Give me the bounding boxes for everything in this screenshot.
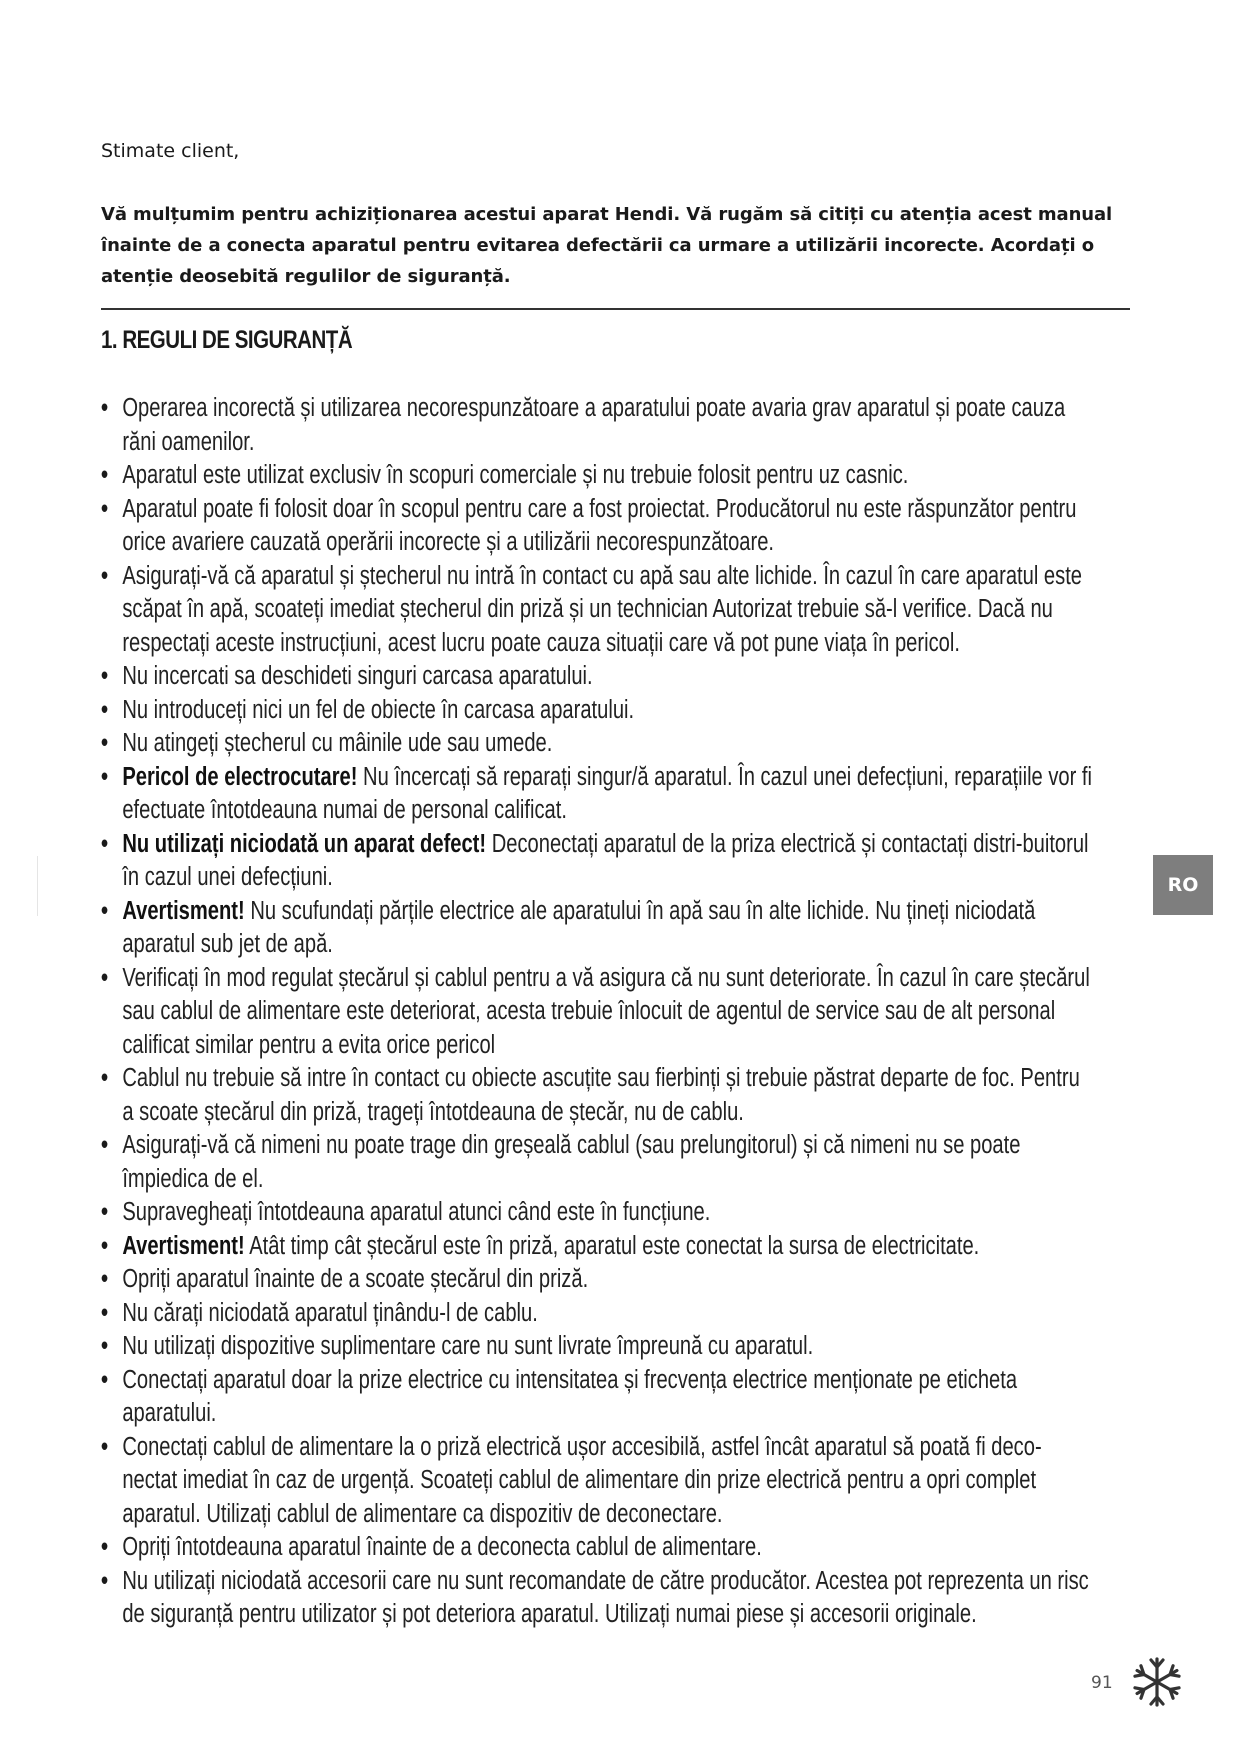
bullet-text: Deconectați aparatul de la priza electrică și contactați distri-buitorul în cazul unei defecțiuni. <box>122 829 1089 891</box>
bullet-text: Nu incercati sa deschideti singuri carcasa aparatului. <box>122 662 593 690</box>
bullet-icon: • <box>101 494 109 523</box>
list-item <box>101 727 1096 761</box>
list-item <box>101 459 1096 493</box>
bullet-text: Nu utilizați niciodată accesorii care nu sunt recomandate de către producător. Acestea pot reprezenta un risc de siguranță pentru utilizator și pot deteriora aparatul. Utilizați numai piese și accesorii originale. <box>122 1566 1089 1628</box>
bullet-text: Aparatul poate fi folosit doar în scopul pentru care a fost proiectat. Producătorul nu este răspunzător pentru orice avariere cauzată operării incorecte și a utilizării necorespunzătoare. <box>122 494 1077 556</box>
bullet-icon: • <box>101 561 109 590</box>
list-item <box>101 1431 1096 1532</box>
bullet-icon: • <box>101 695 109 724</box>
bullet-text: Atât timp cât ștecărul este în priză, aparatul este conectat la sursa de electricitate. <box>244 1231 980 1260</box>
list-item <box>101 1330 1096 1364</box>
intro-paragraph: Vă mulțumim pentru achiziționarea acestui aparat Hendi. Vă rugăm să citiți cu atenția acest manual înainte de a conecta aparatul pentru evitarea defectării ca urmare a utilizării incorecte. Acordați o atenție deosebită regulilor de siguranță. <box>101 204 1113 287</box>
section-title: 1. REGULI DE SIGURANȚĂ <box>101 326 353 354</box>
snowflake-icon <box>1131 1656 1183 1708</box>
list-item <box>101 962 1096 1063</box>
bullet-text: Verificați în mod regulat ștecărul și cablul pentru a vă asigura că nu sunt deteriorate. În cazul în care ștecărul sau cablul de alimentare este deteriorat, acesta trebuie înlocuit de agentul de service sau de alt personal calificat similar pentru a evita orice pericol <box>122 963 1090 1059</box>
list-item <box>101 895 1096 962</box>
bullet-text: Opriți întotdeauna aparatul înainte de a deconecta cablul de alimentare. <box>122 1533 762 1561</box>
bullet-icon: • <box>101 394 109 422</box>
bullet-emphasis: Pericol de electrocutare! <box>122 762 358 791</box>
bullet-text: Supravegheați întotdeauna aparatul atunci când este în funcțiune. <box>122 1198 711 1226</box>
safety-rules-list <box>101 392 1096 1632</box>
bullet-text: Conectați cablul de alimentare la o priză electrică ușor accesibilă, astfel încât aparatul să poată fi deco-nectat imediat în caz de urgență. Scoateți cablul de alimentare din prize electrică pentru a opri complet aparatul. Utilizați cablul de alimentare ca dispozitiv de deconectare. <box>122 1432 1042 1528</box>
list-item <box>101 1129 1096 1196</box>
bullet-icon: • <box>101 762 109 791</box>
list-item <box>101 828 1096 895</box>
bullet-icon: • <box>101 662 109 690</box>
bullet-text: Operarea incorectă și utilizarea necorespunzătoare a aparatului poate avaria grav aparatul și poate cauza răni oamenilor. <box>122 394 1066 456</box>
bullet-icon: • <box>101 461 109 489</box>
bullet-text: Opriți aparatul înainte de a scoate ștecărul din priză. <box>122 1265 589 1293</box>
bullet-emphasis: Avertisment! <box>122 896 245 925</box>
list-item <box>101 1263 1096 1297</box>
margin-mark <box>37 856 38 916</box>
bullet-icon: • <box>101 1231 109 1260</box>
bullet-text: Aparatul este utilizat exclusiv în scopuri comerciale și nu trebuie folosit pentru uz casnic. <box>122 461 909 489</box>
language-tab: RO <box>1153 855 1213 915</box>
list-item <box>101 493 1096 560</box>
list-item <box>101 1364 1096 1431</box>
page-number: 91 <box>1091 1673 1113 1693</box>
bullet-text: Asigurați-vă că aparatul și ștecherul nu intră în contact cu apă sau alte lichide. În cazul în care aparatul este scăpat în apă, scoateți imediat ștecherul din priză și un technician Autorizat trebuie să-l verifice. Dacă nu respectați aceste instrucțiuni, acest lucru poate cauza situații care vă pot pune viața în pericol. <box>122 561 1082 657</box>
bullet-emphasis: Avertisment! <box>122 1231 245 1260</box>
bullet-icon: • <box>101 829 109 858</box>
greeting: Stimate client, <box>101 140 240 162</box>
bullet-text: Conectați aparatul doar la prize electrice cu intensitatea și frecvența electrice menționate pe eticheta aparatului. <box>122 1365 1018 1427</box>
bullet-icon: • <box>101 1432 109 1461</box>
bullet-text: Nu utilizați dispozitive suplimentare care nu sunt livrate împreună cu aparatul. <box>122 1332 814 1360</box>
bullet-text: Asigurați-vă că nimeni nu poate trage din greșeală cablul (sau prelungitorul) și că nimeni nu se poate împiedica de el. <box>122 1131 1021 1193</box>
list-item <box>101 1230 1096 1264</box>
bullet-icon: • <box>101 1533 109 1561</box>
section-divider <box>101 308 1130 310</box>
list-item <box>101 1531 1096 1565</box>
bullet-icon: • <box>101 963 109 992</box>
list-item <box>101 560 1096 661</box>
bullet-icon: • <box>101 1064 109 1092</box>
list-item <box>101 1565 1096 1632</box>
bullet-icon: • <box>101 1566 109 1595</box>
bullet-text: Nu cărați niciodată aparatul ținându-l de cablu. <box>122 1298 538 1327</box>
list-item <box>101 1297 1096 1331</box>
bullet-icon: • <box>101 1198 109 1226</box>
bullet-text: Nu introduceți nici un fel de obiecte în carcasa aparatului. <box>122 695 635 724</box>
bullet-text: Cablul nu trebuie să intre în contact cu obiecte ascuțite sau fierbinți și trebuie păstrat departe de foc. Pentru a scoate ștecărul din priză, trageți întotdeauna de ștecăr, nu de cablu. <box>122 1064 1080 1126</box>
list-item <box>101 392 1096 459</box>
bullet-icon: • <box>101 1265 109 1293</box>
list-item <box>101 694 1096 728</box>
bullet-text: Nu scufundați părțile electrice ale aparatului în apă sau în alte lichide. Nu țineți niciodată aparatul sub jet de apă. <box>122 896 1036 958</box>
list-item <box>101 1062 1096 1129</box>
bullet-icon: • <box>101 1298 109 1327</box>
bullet-icon: • <box>101 896 109 925</box>
list-item <box>101 761 1096 828</box>
bullet-icon: • <box>101 729 109 757</box>
bullet-icon: • <box>101 1131 109 1159</box>
bullet-icon: • <box>101 1332 109 1360</box>
bullet-text: Nu atingeți ștecherul cu mâinile ude sau umede. <box>122 729 553 757</box>
bullet-emphasis: Nu utilizați niciodată un aparat defect! <box>122 829 487 858</box>
bullet-text: Nu încercați să reparați singur/ă aparatul. În cazul unei defecțiuni, reparațiile vor fi efectuate întotdeauna numai de personal calificat. <box>122 762 1093 824</box>
list-item <box>101 660 1096 694</box>
list-item <box>101 1196 1096 1230</box>
bullet-icon: • <box>101 1365 109 1394</box>
